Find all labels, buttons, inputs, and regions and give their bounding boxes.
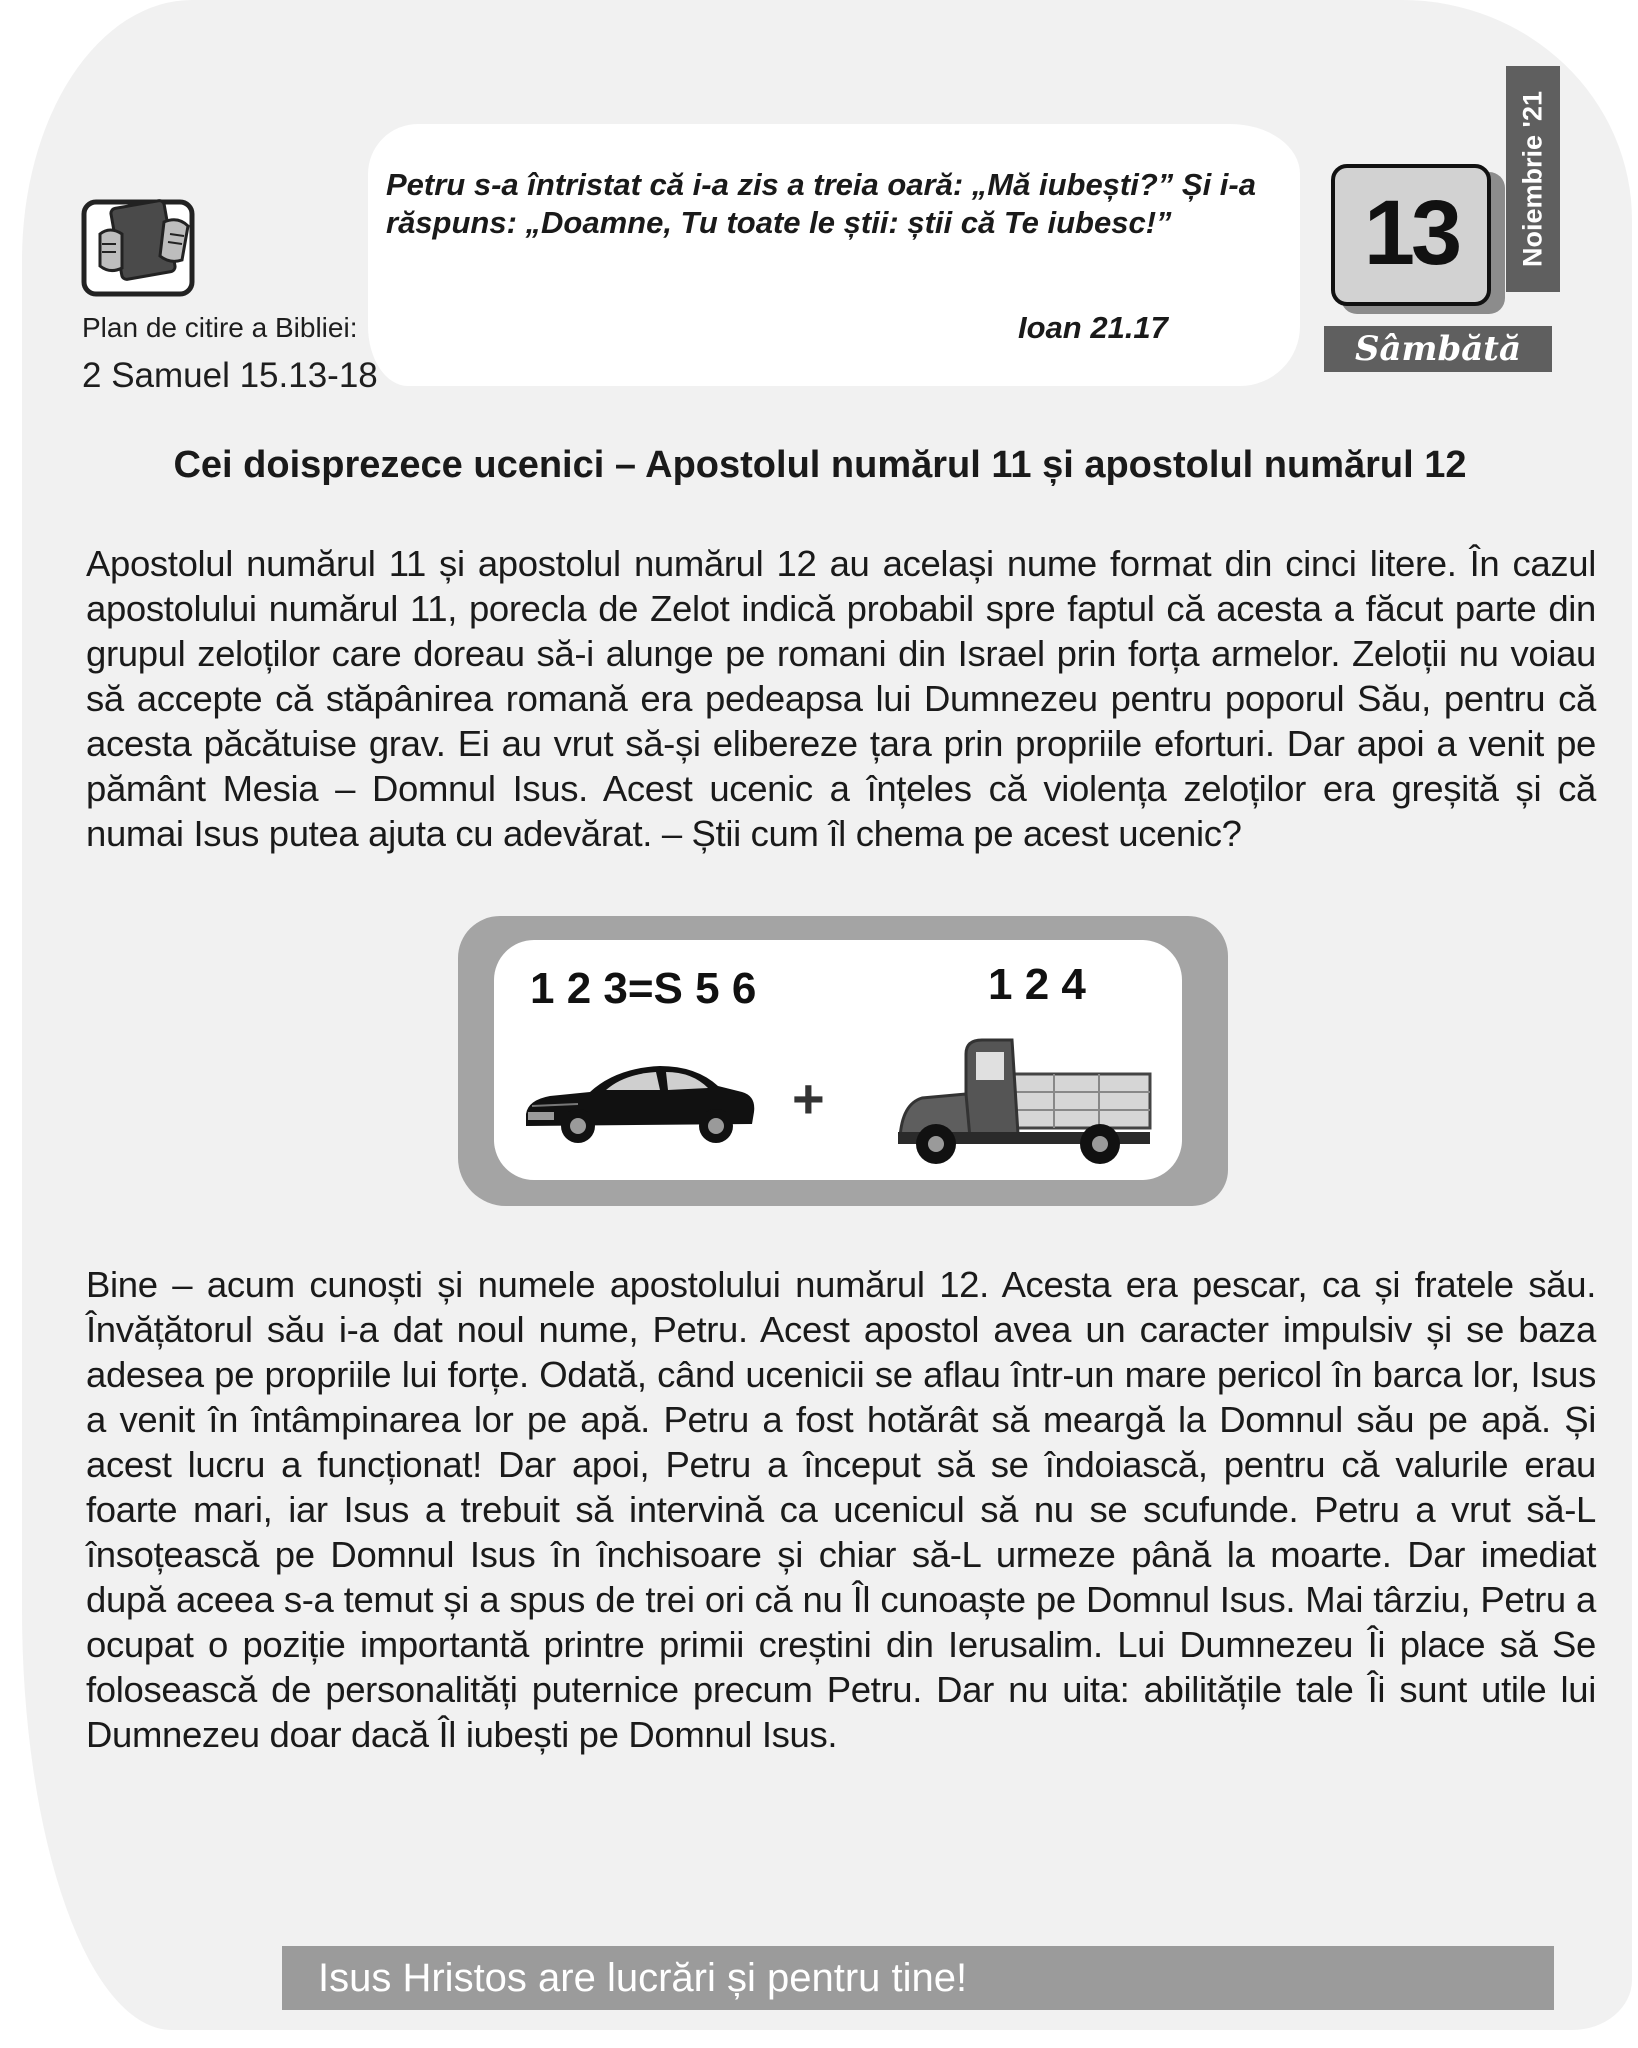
- truck-icon: [894, 1034, 1156, 1166]
- paragraph-2: Bine – acum cunoști și numele apostolului numărul 12. Acesta era pescar, ca și fratele său. Învățătorul său i-a dat noul nume, Petru. Acest apostol avea un caracter impulsiv și se baza adesea pe propriile lui forțe. Odată, când ucenicii se aflau într-un mare pericol în barca lor, Isus a venit în întâmpinarea lor pe apă. Petru a fost hotărât să meargă la Domnul său pe apă. Și acest lucru a funcționat! Dar apoi, Petru a început să se îndoiască, pentru că valurile erau foarte mari, iar Isus a trebuit să intervină ca ucenicul să nu se scufunde. Petru a vrut să-L însoțească pe Domnul Isus în închisoare și chiar să-L urmeze până la moarte. Dar imediat după aceea s-a temut și a spus de trei ori că nu Îl cunoaște pe Domnul Isus. Mai târziu, Petru a ocupat o poziție importantă printre primii creștini din Ierusalim. Lui Dumnezeu Îi place să Se folosească de personalități puternice precum Petru. Dar nu uita: abilitățile tale Îi sunt utile lui Dumnezeu doar dacă Îl iubești pe Domnul Isus.: [86, 1264, 1596, 1755]
- car-icon: [520, 1054, 760, 1152]
- puzzle-box: [458, 916, 1228, 1206]
- footer-text: Isus Hristos are lucrări și pentru tine!: [318, 1956, 968, 2000]
- date-day: 13: [1363, 182, 1459, 284]
- puzzle-right-code: 1 2 4: [988, 960, 1086, 1009]
- plus-sign: +: [792, 1067, 825, 1130]
- puzzle-left-equation: 1 2 3=S 5 6: [530, 964, 757, 1013]
- reading-plan-reference: 2 Samuel 15.13-18: [82, 356, 378, 395]
- paragraph-1: Apostolul numărul 11 și apostolul numărul 12 au același nume format din cinci litere. În cazul apostolului numărul 11, porecla de Zelot indică probabil spre faptul că acesta a făcut parte din grupul zeloților care doreau să-i alunge pe romani din Israel prin forța armelor. Zeloții nu voiau să accepte că stăpânirea romană era pedeapsa lui Dumnezeu pentru poporul Său, pentru că acesta păcătuise grav. Ei au vrut să-și elibereze țara prin propriile eforturi. Dar apoi a venit pe pământ Mesia – Domnul Isus. Acest ucenic a înțeles că violența zeloților era greșită și că numai Isus putea ajuta cu adevărat. – Știi cum îl chema pe acest ucenic?: [86, 543, 1596, 854]
- weekday-label: Sâmbătă: [1354, 329, 1522, 369]
- verse-box: [368, 124, 1300, 386]
- month-label: Noiembrie '21: [1517, 91, 1548, 267]
- page-title: Cei doisprezece ucenici – Apostolul numărul 11 și apostolul numărul 12: [173, 444, 1467, 486]
- reading-plan-label: Plan de citire a Bibliei:: [82, 312, 358, 343]
- daily-verse: Petru s-a întristat că i-a zis a treia oară: „Mă iubești?” Și i-a răspuns: „Doamne, Tu toate le știi: știi că Te iubesc!”: [386, 167, 1256, 240]
- bible-icon: [80, 196, 204, 300]
- verse-reference: Ioan 21.17: [1018, 310, 1168, 345]
